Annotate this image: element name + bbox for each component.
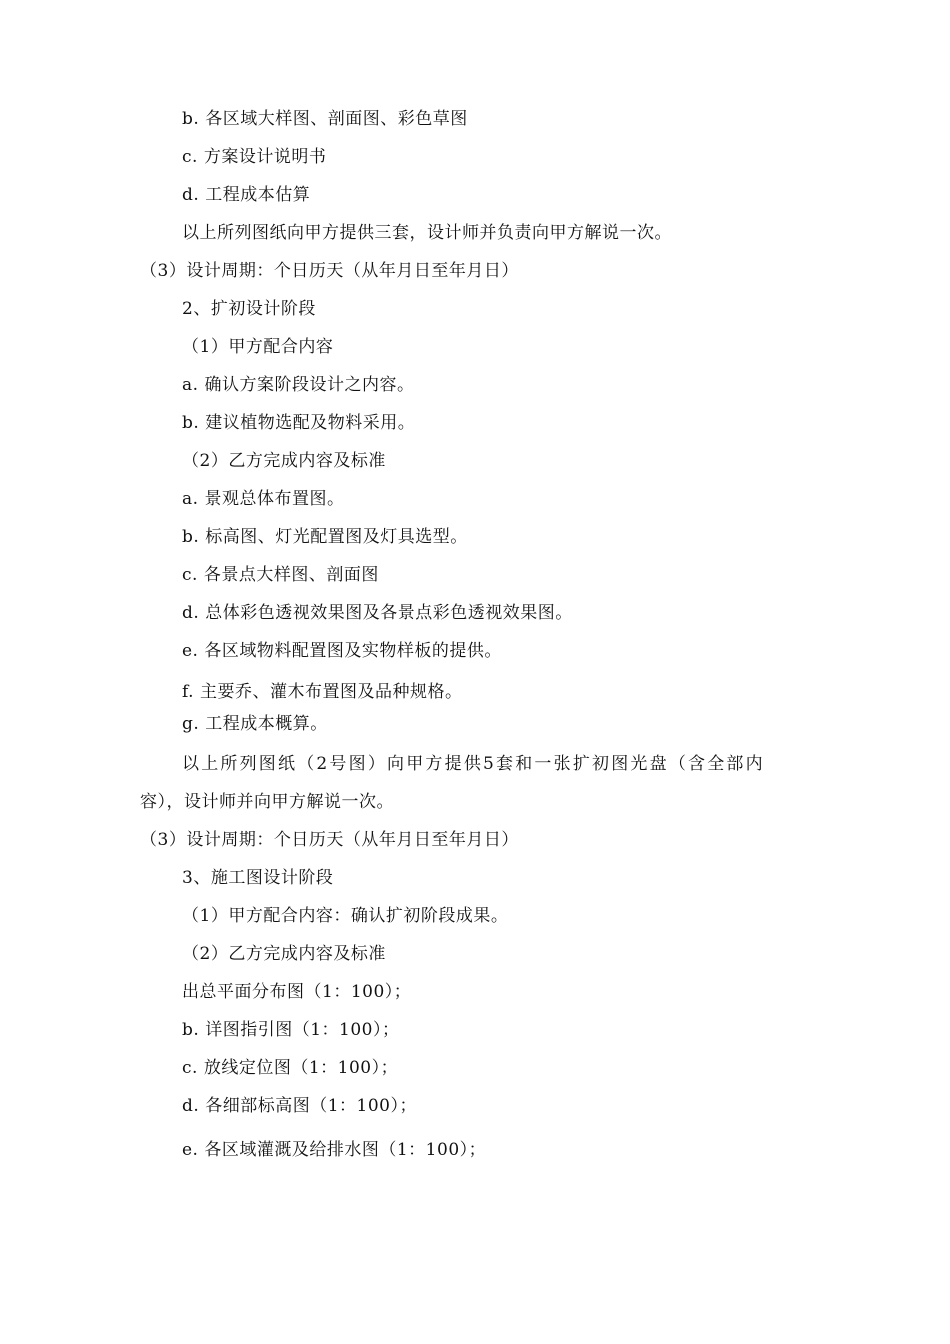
text-line: e. 各区域物料配置图及实物样板的提供。: [182, 641, 502, 661]
text-line: b. 标高图、灯光配置图及灯具选型。: [182, 527, 468, 547]
text-line: c. 各景点大样图、剖面图: [182, 565, 379, 585]
text-line: （1）甲方配合内容：确认扩初阶段成果。: [182, 906, 509, 926]
text-line: d. 工程成本估算: [182, 185, 311, 205]
text-line: a. 景观总体布置图。: [182, 489, 345, 509]
text-line: （3）设计周期：个日历天（从年月日至年月日）: [140, 261, 519, 281]
text-line: b. 详图指引图（1：100）；: [182, 1020, 400, 1040]
text-line: f. 主要乔、灌木布置图及品种规格。: [182, 682, 463, 702]
text-line: 容），设计师并向甲方解说一次。: [140, 792, 394, 812]
text-line: （2）乙方完成内容及标准: [182, 944, 386, 964]
text-line: g. 工程成本概算。: [182, 714, 328, 734]
text-line: d. 各细部标高图（1：100）；: [182, 1096, 417, 1116]
text-line: 以上所列图纸向甲方提供三套，设计师并负责向甲方解说一次。: [182, 223, 672, 243]
text-line: （3）设计周期：个日历天（从年月日至年月日）: [140, 830, 519, 850]
text-line: d. 总体彩色透视效果图及各景点彩色透视效果图。: [182, 603, 573, 623]
text-line: （2）乙方完成内容及标准: [182, 451, 386, 471]
section-heading: 3、施工图设计阶段: [182, 868, 334, 888]
text-line: （1）甲方配合内容: [182, 337, 334, 357]
text-line: a. 确认方案阶段设计之内容。: [182, 375, 415, 395]
text-line: 以上所列图纸（2号图）向甲方提供5套和一张扩初图光盘（含全部内: [182, 754, 765, 774]
text-line: b. 各区域大样图、剖面图、彩色草图: [182, 109, 468, 129]
text-line: b. 建议植物选配及物料采用。: [182, 413, 416, 433]
text-line: 出总平面分布图（1：100）；: [182, 982, 412, 1002]
text-line: c. 放线定位图（1：100）；: [182, 1058, 399, 1078]
text-line: e. 各区域灌溉及给排水图（1：100）；: [182, 1140, 487, 1160]
section-heading: 2、扩初设计阶段: [182, 299, 316, 319]
text-line: c. 方案设计说明书: [182, 147, 327, 167]
